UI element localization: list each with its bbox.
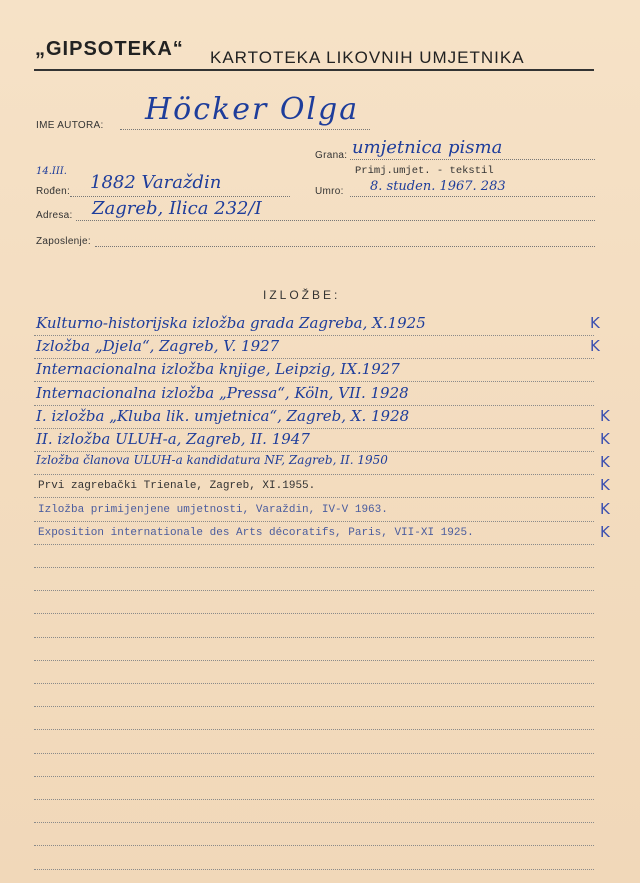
exhibition-entry: II. izložba ULUH-a, Zagreb, II. 1947: [36, 430, 310, 448]
exhibition-ruled-line: [34, 775, 594, 777]
author-value: Höcker Olga: [145, 92, 360, 127]
exhibition-ruled-line: [34, 473, 594, 475]
checkmark-k: K: [600, 406, 610, 425]
birth-date-note: 14.III.: [36, 166, 67, 177]
born-label: Rođen:: [36, 186, 71, 197]
exhibition-entry: Exposition internationale des Arts décoratifs, Paris, VII-XI 1925.: [38, 526, 474, 539]
checkmark-k: K: [590, 314, 600, 332]
grana-value: umjetnica pisma: [352, 137, 503, 158]
exhibition-ruled-line: [34, 682, 594, 684]
exhibition-ruled-line: [34, 636, 594, 638]
exhibition-ruled-line: [34, 868, 594, 870]
died-label: Umro:: [315, 186, 344, 197]
address-value: Zagreb, Ilica 232/I: [92, 198, 262, 219]
exhibition-ruled-line: [34, 380, 594, 382]
exhibition-ruled-line: [34, 705, 594, 707]
exhibition-entry: Internacionalna izložba knjige, Leipzig, IX.1927: [36, 360, 400, 379]
exhibition-ruled-line: [34, 752, 594, 754]
exhibition-ruled-line: [34, 821, 594, 823]
died-dotted-line: [350, 195, 595, 197]
exhibition-ruled-line: [34, 427, 594, 429]
born-dotted-line: [70, 195, 290, 197]
checkmark-k: K: [600, 430, 610, 448]
checkmark-k: K: [600, 453, 610, 472]
exhibition-ruled-line: [34, 520, 594, 522]
exhibition-ruled-line: [34, 659, 594, 661]
employment-label: Zaposlenje:: [36, 236, 91, 247]
exhibition-entry: Internacionalna izložba „Pressa“, Köln, VII. 1928: [36, 383, 409, 402]
exhibition-entry: Kulturno-historijska izložba grada Zagreba, X.1925: [36, 314, 426, 332]
exhibition-entry: Izložba članova ULUH-a kandidatura NF, Zagreb, II. 1950: [36, 453, 388, 468]
checkmark-k: K: [600, 476, 610, 495]
exhibition-ruled-line: [34, 566, 594, 568]
exhibition-ruled-line: [34, 543, 594, 545]
employment-dotted-line: [95, 245, 595, 247]
exhibition-ruled-line: [34, 496, 594, 498]
header-divider: [34, 69, 594, 71]
exhibition-entry: I. izložba „Kluba lik. umjetnica“, Zagreb, X. 1928: [36, 406, 410, 425]
checkmark-k: K: [590, 337, 600, 356]
author-label: IME AUTORA:: [36, 120, 104, 131]
address-label: Adresa:: [36, 210, 73, 221]
checkmark-k: K: [600, 499, 610, 518]
died-value: 8. studen. 1967. 283: [370, 179, 506, 194]
exhibition-ruled-line: [34, 357, 594, 359]
exhibition-ruled-line: [34, 612, 594, 614]
born-value: 1882 Varaždin: [90, 172, 222, 193]
exhibition-entry: Prvi zagrebački Trienale, Zagreb, XI.1955.: [38, 480, 316, 493]
grana-label: Grana:: [315, 150, 348, 161]
exhibition-entry: Izložba „Djela“, Zagreb, V. 1927: [36, 337, 280, 356]
exhibition-ruled-line: [34, 798, 594, 800]
exhibition-ruled-line: [34, 334, 594, 336]
exhibition-ruled-line: [34, 844, 594, 846]
exhibition-ruled-line: [34, 728, 594, 730]
grana-dotted-line: [350, 158, 595, 160]
author-dotted-line: [120, 128, 370, 130]
checkmark-k: K: [600, 522, 610, 541]
exhibition-ruled-line: [34, 589, 594, 591]
card-title: KARTOTEKA LIKOVNIH UMJETNIKA: [210, 48, 525, 67]
exhibition-entry: Izložba primijenjene umjetnosti, Varaždin, IV-V 1963.: [38, 503, 388, 516]
exhibition-ruled-line: [34, 404, 594, 406]
brand-title: „GIPSOTEKA“: [35, 38, 184, 60]
exhibition-ruled-line: [34, 450, 594, 452]
address-dotted-line: [76, 219, 595, 221]
grana-typed: Primj.umjet. - tekstil: [355, 165, 494, 177]
exhibitions-title: IZLOŽBE:: [263, 288, 341, 302]
